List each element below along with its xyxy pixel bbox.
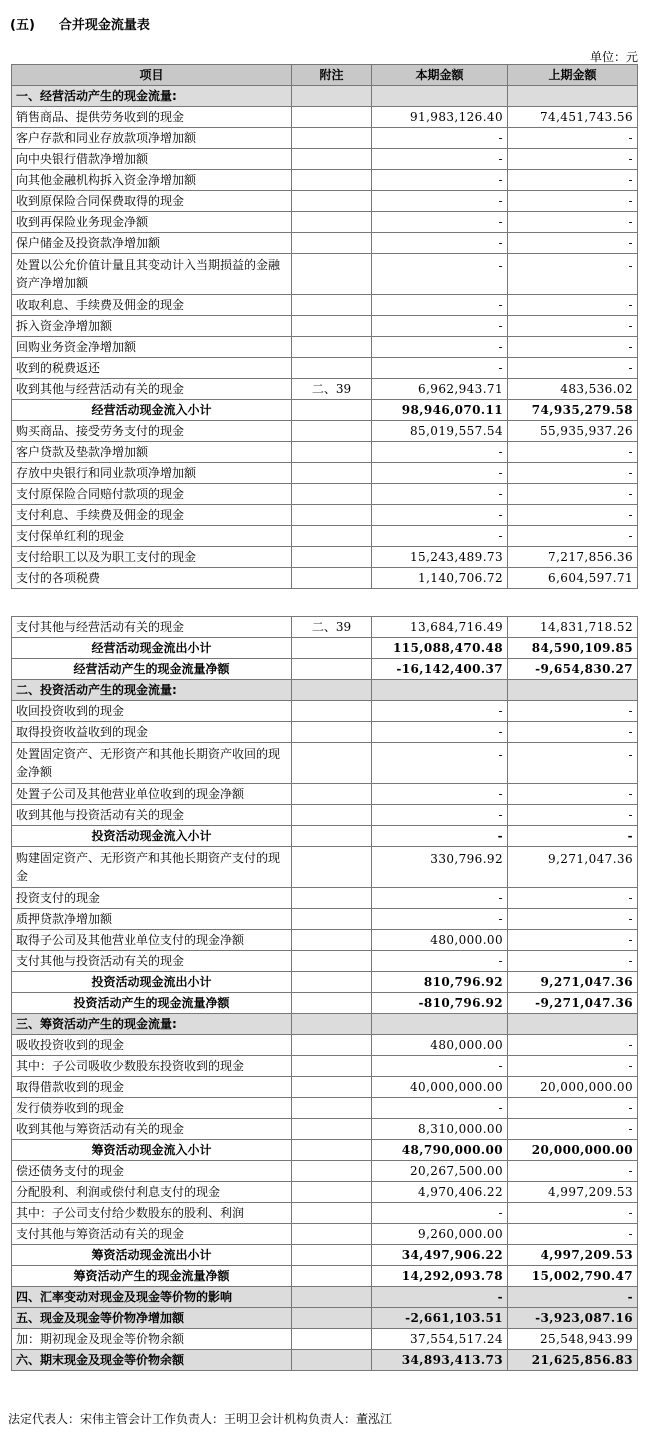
- row-note: [292, 1035, 372, 1056]
- row-label: 二、投资活动产生的现金流量:: [12, 680, 292, 701]
- row-label: 六、期末现金及现金等价物余额: [12, 1350, 292, 1371]
- row-label: 取得借款收到的现金: [12, 1077, 292, 1098]
- row-current-amount: -: [372, 463, 508, 484]
- row-current-amount: 480,000.00: [372, 930, 508, 951]
- table-row: [12, 1203, 638, 1224]
- row-note: [292, 442, 372, 463]
- row-label: 发行债券收到的现金: [12, 1098, 292, 1119]
- row-previous-amount: -: [508, 505, 638, 526]
- row-previous-amount: -: [508, 212, 638, 233]
- table-row: [12, 1098, 638, 1119]
- row-label: 存放中央银行和同业款项净增加额: [12, 463, 292, 484]
- row-note: [292, 722, 372, 743]
- row-label: 向其他金融机构拆入资金净增加额: [12, 170, 292, 191]
- row-label: 偿还债务支付的现金: [12, 1161, 292, 1182]
- row-note: [292, 1140, 372, 1161]
- header-current: 本期金额: [372, 65, 508, 86]
- row-current-amount: 13,684,716.49: [372, 617, 508, 638]
- table-row: [12, 170, 638, 191]
- row-previous-amount: 25,548,943.99: [508, 1329, 638, 1350]
- row-note: [292, 888, 372, 909]
- row-current-amount: -: [372, 128, 508, 149]
- signatures-footer: 法定代表人：宋伟主管会计工作负责人：王明卫会计机构负责人：董泓江: [8, 1412, 393, 1426]
- row-previous-amount: -: [508, 888, 638, 909]
- row-note: [292, 1308, 372, 1329]
- row-note: [292, 1287, 372, 1308]
- row-current-amount: -16,142,400.37: [372, 659, 508, 680]
- row-previous-amount: -: [508, 701, 638, 722]
- row-note: [292, 638, 372, 659]
- row-note: [292, 149, 372, 170]
- table-row: [12, 1329, 638, 1350]
- header-item: 项目: [12, 65, 292, 86]
- row-current-amount: 20,267,500.00: [372, 1161, 508, 1182]
- table-row: [12, 680, 638, 701]
- row-current-amount: -: [372, 1056, 508, 1077]
- row-label: 购建固定资产、无形资产和其他长期资产支付的现金: [12, 847, 292, 888]
- row-previous-amount: -: [508, 358, 638, 379]
- row-previous-amount: [508, 86, 638, 107]
- row-current-amount: -: [372, 1098, 508, 1119]
- row-previous-amount: -9,654,830.27: [508, 659, 638, 680]
- row-label: 客户贷款及垫款净增加额: [12, 442, 292, 463]
- row-note: [292, 1224, 372, 1245]
- row-label: 四、汇率变动对现金及现金等价物的影响: [12, 1287, 292, 1308]
- row-label: 处置子公司及其他营业单位收到的现金净额: [12, 784, 292, 805]
- row-previous-amount: -: [508, 337, 638, 358]
- row-current-amount: 85,019,557.54: [372, 421, 508, 442]
- row-current-amount: -810,796.92: [372, 993, 508, 1014]
- table-row: [12, 212, 638, 233]
- table-row: [12, 421, 638, 442]
- row-label: 收到再保险业务现金净额: [12, 212, 292, 233]
- row-previous-amount: -: [508, 295, 638, 316]
- row-previous-amount: -: [508, 254, 638, 295]
- row-note: [292, 1077, 372, 1098]
- row-note: [292, 107, 372, 128]
- row-note: [292, 951, 372, 972]
- row-previous-amount: -: [508, 484, 638, 505]
- row-current-amount: -: [372, 295, 508, 316]
- row-current-amount: 40,000,000.00: [372, 1077, 508, 1098]
- row-label: 取得投资收益收到的现金: [12, 722, 292, 743]
- table-row: [12, 1224, 638, 1245]
- row-previous-amount: -: [508, 1161, 638, 1182]
- table-row: [12, 233, 638, 254]
- row-note: [292, 743, 372, 784]
- row-label: 收到其他与经营活动有关的现金: [12, 379, 292, 400]
- row-current-amount: -2,661,103.51: [372, 1308, 508, 1329]
- row-label: 支付的各项税费: [12, 568, 292, 589]
- table-row: [12, 149, 638, 170]
- table-row: [12, 526, 638, 547]
- statement-title: [10, 14, 150, 33]
- row-label: 质押贷款净增加额: [12, 909, 292, 930]
- table-row: [12, 191, 638, 212]
- row-previous-amount: 9,271,047.36: [508, 972, 638, 993]
- row-note: [292, 400, 372, 421]
- row-label: 经营活动现金流入小计: [12, 400, 292, 421]
- row-current-amount: 1,140,706.72: [372, 568, 508, 589]
- row-current-amount: -: [372, 484, 508, 505]
- row-label: 保户储金及投资款净增加额: [12, 233, 292, 254]
- row-previous-amount: 4,997,209.53: [508, 1182, 638, 1203]
- row-current-amount: 480,000.00: [372, 1035, 508, 1056]
- row-label: 其中：子公司支付给少数股东的股利、利润: [12, 1203, 292, 1224]
- row-previous-amount: -: [508, 170, 638, 191]
- row-current-amount: 115,088,470.48: [372, 638, 508, 659]
- row-previous-amount: -: [508, 784, 638, 805]
- row-label: 支付给职工以及为职工支付的现金: [12, 547, 292, 568]
- row-previous-amount: [508, 680, 638, 701]
- row-label: 收回投资收到的现金: [12, 701, 292, 722]
- row-note: [292, 526, 372, 547]
- table-row: [12, 1014, 638, 1035]
- table-row: [12, 951, 638, 972]
- row-previous-amount: -3,923,087.16: [508, 1308, 638, 1329]
- row-note: [292, 128, 372, 149]
- row-previous-amount: 4,997,209.53: [508, 1245, 638, 1266]
- table-row: [12, 463, 638, 484]
- table-row: [12, 1308, 638, 1329]
- table-row: [12, 568, 638, 589]
- row-note: [292, 930, 372, 951]
- table-row: [12, 295, 638, 316]
- table-row: [12, 847, 638, 888]
- row-note: [292, 993, 372, 1014]
- row-label: 向中央银行借款净增加额: [12, 149, 292, 170]
- row-previous-amount: -: [508, 1224, 638, 1245]
- row-current-amount: -: [372, 442, 508, 463]
- row-note: 二、39: [292, 379, 372, 400]
- row-label: 投资支付的现金: [12, 888, 292, 909]
- row-current-amount: -: [372, 212, 508, 233]
- row-current-amount: 8,310,000.00: [372, 1119, 508, 1140]
- row-current-amount: [372, 680, 508, 701]
- row-label: 筹资活动现金流入小计: [12, 1140, 292, 1161]
- row-previous-amount: 20,000,000.00: [508, 1140, 638, 1161]
- row-current-amount: 810,796.92: [372, 972, 508, 993]
- row-note: [292, 1329, 372, 1350]
- row-label: 销售商品、提供劳务收到的现金: [12, 107, 292, 128]
- row-current-amount: 4,970,406.22: [372, 1182, 508, 1203]
- row-current-amount: -: [372, 316, 508, 337]
- row-note: [292, 295, 372, 316]
- row-note: [292, 170, 372, 191]
- row-current-amount: 14,292,093.78: [372, 1266, 508, 1287]
- row-label: 取得子公司及其他营业单位支付的现金净额: [12, 930, 292, 951]
- row-previous-amount: -: [508, 149, 638, 170]
- row-label: 收到其他与投资活动有关的现金: [12, 805, 292, 826]
- row-label: 投资活动现金流入小计: [12, 826, 292, 847]
- row-label: 经营活动产生的现金流量净额: [12, 659, 292, 680]
- header-previous: 上期金额: [508, 65, 638, 86]
- row-note: [292, 86, 372, 107]
- table-row: [12, 784, 638, 805]
- row-previous-amount: -: [508, 233, 638, 254]
- row-previous-amount: 9,271,047.36: [508, 847, 638, 888]
- row-note: [292, 212, 372, 233]
- table-row: [12, 547, 638, 568]
- row-previous-amount: 55,935,937.26: [508, 421, 638, 442]
- table-row: [12, 358, 638, 379]
- cash-flow-table-part1: [11, 64, 638, 589]
- table-row: [12, 701, 638, 722]
- row-note: [292, 337, 372, 358]
- row-label: 回购业务资金净增加额: [12, 337, 292, 358]
- row-note: [292, 659, 372, 680]
- table-row: [12, 254, 638, 295]
- row-previous-amount: 7,217,856.36: [508, 547, 638, 568]
- row-current-amount: -: [372, 743, 508, 784]
- row-label: 支付其他与投资活动有关的现金: [12, 951, 292, 972]
- row-note: [292, 1056, 372, 1077]
- row-previous-amount: -: [508, 722, 638, 743]
- row-previous-amount: -: [508, 1098, 638, 1119]
- table-row: [12, 337, 638, 358]
- row-current-amount: -: [372, 337, 508, 358]
- row-current-amount: -: [372, 826, 508, 847]
- row-note: [292, 1266, 372, 1287]
- row-current-amount: -: [372, 254, 508, 295]
- row-label: 吸收投资收到的现金: [12, 1035, 292, 1056]
- row-previous-amount: -: [508, 442, 638, 463]
- row-label: 支付保单红利的现金: [12, 526, 292, 547]
- row-current-amount: -: [372, 233, 508, 254]
- row-current-amount: -: [372, 1287, 508, 1308]
- row-label: 分配股利、利润或偿付利息支付的现金: [12, 1182, 292, 1203]
- row-previous-amount: -: [508, 1056, 638, 1077]
- row-previous-amount: -: [508, 743, 638, 784]
- row-current-amount: -: [372, 888, 508, 909]
- table-row: [12, 1119, 638, 1140]
- row-current-amount: 6,962,943.71: [372, 379, 508, 400]
- row-current-amount: -: [372, 909, 508, 930]
- row-previous-amount: 84,590,109.85: [508, 638, 638, 659]
- row-previous-amount: 74,935,279.58: [508, 400, 638, 421]
- row-current-amount: 48,790,000.00: [372, 1140, 508, 1161]
- row-current-amount: 9,260,000.00: [372, 1224, 508, 1245]
- row-current-amount: 37,554,517.24: [372, 1329, 508, 1350]
- row-label: 处置以公允价值计量且其变动计入当期损益的金融资产净增加额: [12, 254, 292, 295]
- row-label: 支付其他与经营活动有关的现金: [12, 617, 292, 638]
- row-current-amount: -: [372, 149, 508, 170]
- row-label: 收到原保险合同保费取得的现金: [12, 191, 292, 212]
- row-note: [292, 1350, 372, 1371]
- table-row: [12, 484, 638, 505]
- row-previous-amount: 20,000,000.00: [508, 1077, 638, 1098]
- row-current-amount: 91,983,126.40: [372, 107, 508, 128]
- row-current-amount: [372, 1014, 508, 1035]
- row-label: 投资活动产生的现金流量净额: [12, 993, 292, 1014]
- row-current-amount: 98,946,070.11: [372, 400, 508, 421]
- row-note: [292, 1245, 372, 1266]
- row-note: [292, 1203, 372, 1224]
- row-label: 加：期初现金及现金等价物余额: [12, 1329, 292, 1350]
- row-current-amount: -: [372, 505, 508, 526]
- row-note: [292, 421, 372, 442]
- table-row: [12, 316, 638, 337]
- row-current-amount: -: [372, 784, 508, 805]
- row-note: [292, 701, 372, 722]
- row-previous-amount: -: [508, 805, 638, 826]
- row-label: 客户存款和同业存放款项净增加额: [12, 128, 292, 149]
- row-label: 收到其他与筹资活动有关的现金: [12, 1119, 292, 1140]
- row-note: [292, 1098, 372, 1119]
- row-previous-amount: 21,625,856.83: [508, 1350, 638, 1371]
- row-label: 拆入资金净增加额: [12, 316, 292, 337]
- row-previous-amount: -: [508, 1287, 638, 1308]
- table-row: [12, 826, 638, 847]
- table-row: [12, 972, 638, 993]
- row-current-amount: [372, 86, 508, 107]
- row-previous-amount: -: [508, 191, 638, 212]
- row-previous-amount: 15,002,790.47: [508, 1266, 638, 1287]
- table-row: [12, 505, 638, 526]
- row-previous-amount: 14,831,718.52: [508, 617, 638, 638]
- row-previous-amount: -9,271,047.36: [508, 993, 638, 1014]
- row-previous-amount: -: [508, 1119, 638, 1140]
- row-current-amount: -: [372, 358, 508, 379]
- row-note: [292, 1182, 372, 1203]
- row-note: [292, 847, 372, 888]
- row-note: [292, 826, 372, 847]
- row-previous-amount: [508, 1014, 638, 1035]
- table-row: [12, 1266, 638, 1287]
- table-row: [12, 638, 638, 659]
- row-label: 投资活动现金流出小计: [12, 972, 292, 993]
- row-label: 支付其他与筹资活动有关的现金: [12, 1224, 292, 1245]
- table-row: [12, 722, 638, 743]
- table-row: [12, 617, 638, 638]
- table-row: [12, 1161, 638, 1182]
- table-row: [12, 86, 638, 107]
- row-current-amount: -: [372, 951, 508, 972]
- table-row: [12, 128, 638, 149]
- row-current-amount: 34,893,413.73: [372, 1350, 508, 1371]
- row-previous-amount: -: [508, 951, 638, 972]
- row-previous-amount: -: [508, 316, 638, 337]
- row-label: 收取利息、手续费及佣金的现金: [12, 295, 292, 316]
- row-previous-amount: 6,604,597.71: [508, 568, 638, 589]
- row-label: 三、筹资活动产生的现金流量:: [12, 1014, 292, 1035]
- row-note: [292, 680, 372, 701]
- row-note: [292, 972, 372, 993]
- table-row: [12, 993, 638, 1014]
- table-header-row: [12, 65, 638, 86]
- row-previous-amount: -: [508, 930, 638, 951]
- row-label: 筹资活动现金流出小计: [12, 1245, 292, 1266]
- row-previous-amount: 483,536.02: [508, 379, 638, 400]
- row-note: [292, 505, 372, 526]
- row-current-amount: -: [372, 805, 508, 826]
- row-note: [292, 547, 372, 568]
- row-current-amount: -: [372, 191, 508, 212]
- row-previous-amount: -: [508, 1203, 638, 1224]
- row-label: 其中：子公司吸收少数股东投资收到的现金: [12, 1056, 292, 1077]
- table-row: [12, 1035, 638, 1056]
- row-label: 筹资活动产生的现金流量净额: [12, 1266, 292, 1287]
- row-label: 一、经营活动产生的现金流量:: [12, 86, 292, 107]
- row-previous-amount: -: [508, 128, 638, 149]
- row-note: [292, 1161, 372, 1182]
- table-row: [12, 1056, 638, 1077]
- table-row: [12, 1182, 638, 1203]
- row-note: [292, 568, 372, 589]
- row-note: [292, 358, 372, 379]
- table-row: [12, 888, 638, 909]
- row-current-amount: -: [372, 526, 508, 547]
- row-label: 经营活动现金流出小计: [12, 638, 292, 659]
- row-current-amount: 34,497,906.22: [372, 1245, 508, 1266]
- row-note: 二、39: [292, 617, 372, 638]
- row-label: 购买商品、接受劳务支付的现金: [12, 421, 292, 442]
- row-note: [292, 805, 372, 826]
- row-note: [292, 463, 372, 484]
- table-row: [12, 1287, 638, 1308]
- unit-label: 单位：元: [589, 50, 638, 64]
- row-previous-amount: -: [508, 826, 638, 847]
- table-row: [12, 442, 638, 463]
- row-current-amount: 330,796.92: [372, 847, 508, 888]
- table-row: [12, 379, 638, 400]
- row-note: [292, 909, 372, 930]
- table-row: [12, 1245, 638, 1266]
- table-row: [12, 805, 638, 826]
- row-note: [292, 784, 372, 805]
- row-note: [292, 191, 372, 212]
- row-note: [292, 1014, 372, 1035]
- row-current-amount: -: [372, 170, 508, 191]
- cash-flow-table-part2: [11, 616, 638, 1371]
- table-row: [12, 400, 638, 421]
- header-note: 附注: [292, 65, 372, 86]
- row-current-amount: 15,243,489.73: [372, 547, 508, 568]
- table-row: [12, 930, 638, 951]
- table-row: [12, 743, 638, 784]
- row-note: [292, 1119, 372, 1140]
- table-row: [12, 1077, 638, 1098]
- row-current-amount: -: [372, 701, 508, 722]
- table-row: [12, 909, 638, 930]
- row-label: 收到的税费返还: [12, 358, 292, 379]
- row-label: 处置固定资产、无形资产和其他长期资产收回的现金净额: [12, 743, 292, 784]
- row-label: 五、现金及现金等价物净增加额: [12, 1308, 292, 1329]
- row-note: [292, 233, 372, 254]
- row-current-amount: -: [372, 1203, 508, 1224]
- table-row: [12, 1140, 638, 1161]
- row-previous-amount: -: [508, 909, 638, 930]
- row-label: 支付原保险合同赔付款项的现金: [12, 484, 292, 505]
- row-note: [292, 316, 372, 337]
- row-note: [292, 254, 372, 295]
- table-row: [12, 107, 638, 128]
- title-text: 合并现金流量表: [58, 18, 150, 33]
- row-current-amount: -: [372, 722, 508, 743]
- row-previous-amount: -: [508, 1035, 638, 1056]
- table-row: [12, 1350, 638, 1371]
- table-row: [12, 659, 638, 680]
- row-previous-amount: -: [508, 463, 638, 484]
- row-previous-amount: -: [508, 526, 638, 547]
- row-note: [292, 484, 372, 505]
- row-previous-amount: 74,451,743.56: [508, 107, 638, 128]
- title-prefix: (五): [10, 18, 35, 33]
- row-label: 支付利息、手续费及佣金的现金: [12, 505, 292, 526]
